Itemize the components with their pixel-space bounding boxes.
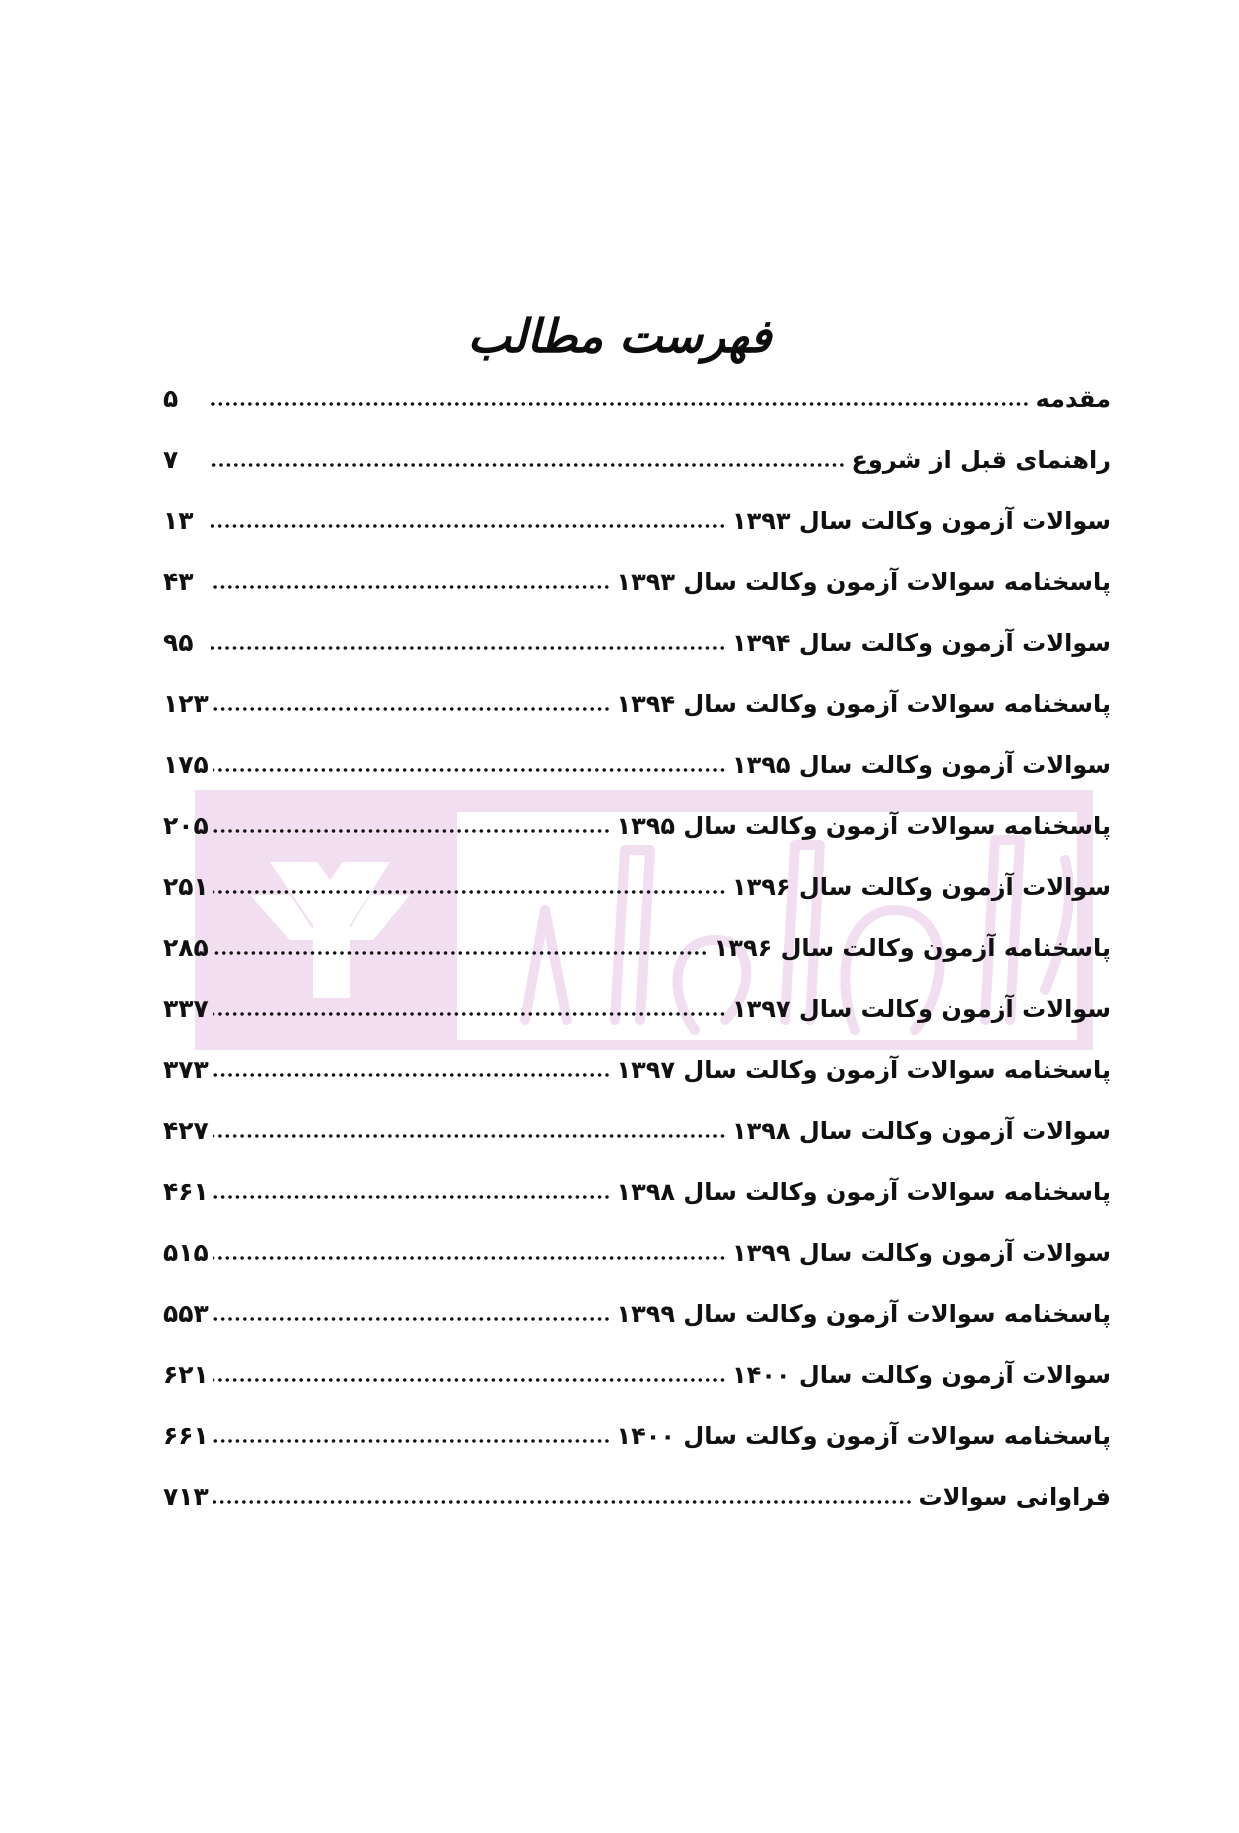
toc-entry-page-number: ۷۱۳	[163, 1482, 209, 1511]
table-of-contents	[163, 376, 1111, 1535]
toc-entry-label: سوالات آزمون وکالت سال ۱۳۹۶	[731, 873, 1111, 901]
toc-entry-page-number: ۳۳۷	[163, 994, 209, 1023]
toc-entry-label: مقدمه	[1035, 385, 1111, 413]
toc-entry-page-number: ۴۲۷	[163, 1116, 209, 1145]
toc-entry[interactable]	[163, 803, 1111, 864]
toc-entry-label: پاسخنامه سوالات آزمون وکالت سال ۱۳۹۵	[616, 812, 1111, 840]
toc-entry-label: راهنمای قبل از شروع	[851, 446, 1111, 474]
toc-entry-page-number: ۹۵	[163, 628, 194, 657]
toc-entry[interactable]	[163, 1230, 1111, 1291]
dot-leader	[211, 566, 610, 590]
toc-entry-label: پاسخنامه سوالات آزمون وکالت سال ۱۳۹۷	[616, 1056, 1111, 1084]
toc-entry[interactable]	[163, 986, 1111, 1047]
toc-entry[interactable]	[163, 1352, 1111, 1413]
dot-leader	[213, 688, 611, 712]
toc-entry-label: پاسخنامه سوالات آزمون وکالت سال ۱۳۹۴	[616, 690, 1111, 718]
toc-entry-label: سوالات آزمون وکالت سال ۱۳۹۹	[731, 1239, 1111, 1267]
toc-entry-label: پاسخنامه سوالات آزمون وکالت سال ۱۴۰۰	[616, 1422, 1111, 1450]
toc-entry-label: پاسخنامه سوالات آزمون وکالت سال ۱۳۹۹	[616, 1300, 1111, 1328]
dot-leader	[213, 1237, 726, 1261]
toc-entry-page-number: ۷	[163, 445, 179, 474]
dot-leader	[213, 1420, 611, 1444]
toc-entry-page-number: ۲۸۵	[163, 933, 209, 962]
toc-entry-page-number: ۱۲۳	[163, 689, 209, 718]
toc-entry-label: سوالات آزمون وکالت سال ۱۴۰۰	[731, 1361, 1111, 1389]
toc-entry-page-number: ۳۷۳	[163, 1055, 209, 1084]
page-title: فهرست مطالب	[467, 308, 772, 363]
toc-entry[interactable]	[163, 559, 1111, 620]
toc-entry-page-number: ۶۶۱	[163, 1421, 209, 1450]
toc-entry[interactable]	[163, 1291, 1111, 1352]
toc-entry[interactable]	[163, 1474, 1111, 1535]
toc-entry-page-number: ۱۳	[163, 506, 194, 535]
dot-leader	[213, 871, 726, 895]
dot-leader	[213, 993, 726, 1017]
toc-entry-page-number: ۵۵۳	[163, 1299, 209, 1328]
dot-leader	[213, 810, 611, 834]
toc-entry-label: سوالات آزمون وکالت سال ۱۳۹۸	[731, 1117, 1111, 1145]
toc-entry-page-number: ۴۶۱	[163, 1177, 209, 1206]
toc-entry-page-number: ۲۰۵	[163, 811, 209, 840]
dot-leader	[211, 505, 726, 529]
toc-entry-label: فراوانی سوالات	[918, 1483, 1111, 1511]
toc-entry-page-number: ۱۷۵	[163, 750, 209, 779]
toc-entry-label: سوالات آزمون وکالت سال ۱۳۹۳	[731, 507, 1111, 535]
toc-entry[interactable]	[163, 376, 1111, 437]
toc-entry-label: پاسخنامه آزمون وکالت سال ۱۳۹۶	[713, 934, 1111, 962]
toc-entry[interactable]	[163, 742, 1111, 803]
dot-leader	[213, 1176, 611, 1200]
toc-entry[interactable]	[163, 1108, 1111, 1169]
toc-entry-label: سوالات آزمون وکالت سال ۱۳۹۷	[731, 995, 1111, 1023]
dot-leader	[213, 749, 726, 773]
dot-leader	[213, 932, 708, 956]
toc-entry[interactable]	[163, 620, 1111, 681]
dot-leader	[213, 1481, 913, 1505]
toc-entry-label: سوالات آزمون وکالت سال ۱۳۹۴	[731, 629, 1111, 657]
toc-entry-page-number: ۶۲۱	[163, 1360, 209, 1389]
toc-entry-page-number: ۵	[163, 384, 179, 413]
toc-entry[interactable]	[163, 925, 1111, 986]
toc-entry[interactable]	[163, 1413, 1111, 1474]
toc-entry[interactable]	[163, 864, 1111, 925]
toc-entry[interactable]	[163, 498, 1111, 559]
dot-leader	[213, 1298, 611, 1322]
toc-entry-label: پاسخنامه سوالات آزمون وکالت سال ۱۳۹۳	[616, 568, 1111, 596]
dot-leader	[213, 1115, 726, 1139]
toc-entry[interactable]	[163, 437, 1111, 498]
dot-leader	[213, 1054, 611, 1078]
toc-entry-page-number: ۵۱۵	[163, 1238, 209, 1267]
toc-entry[interactable]	[163, 1169, 1111, 1230]
toc-entry[interactable]	[163, 1047, 1111, 1108]
dot-leader	[211, 383, 1030, 407]
toc-entry-page-number: ۴۳	[163, 567, 194, 596]
dot-leader	[211, 444, 846, 468]
dot-leader	[211, 627, 726, 651]
toc-entry-label: پاسخنامه سوالات آزمون وکالت سال ۱۳۹۸	[616, 1178, 1111, 1206]
toc-entry[interactable]	[163, 681, 1111, 742]
toc-entry-label: سوالات آزمون وکالت سال ۱۳۹۵	[731, 751, 1111, 779]
toc-entry-page-number: ۲۵۱	[163, 872, 209, 901]
dot-leader	[213, 1359, 726, 1383]
